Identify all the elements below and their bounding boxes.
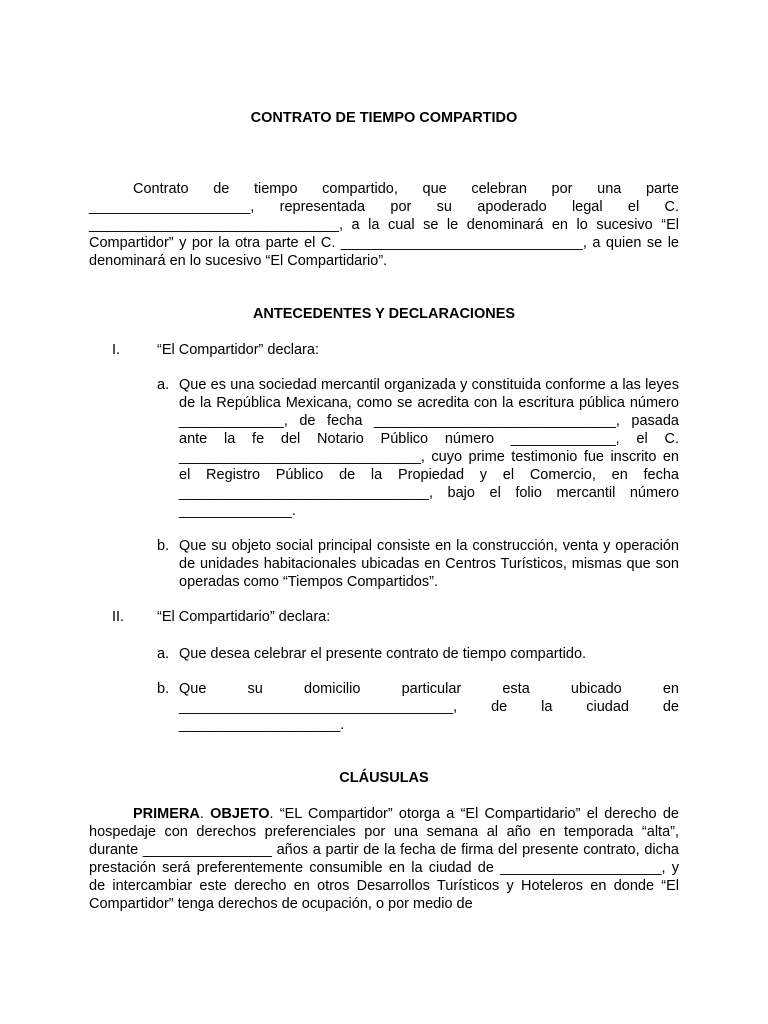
item-ii-b-letter: b.: [157, 681, 170, 697]
section-ii-heading: “El Compartidario” declara:: [157, 609, 331, 625]
intro-paragraph: Contrato de tiempo compartido, que celebran por una parte ____________________, representada por su apoderado legal el C. _______________________________, a la cual se le denominará en lo sucesivo “El Compartidor” y por la otra parte el C. ______________________________, a quien se le denominará en lo sucesivo “El Compartidario”.: [89, 181, 679, 269]
item-i-b-text: Que su objeto social principal consiste en la construcción, venta y operación de unidades habitacionales ubicadas en Centros Turísticos, mismas que son operadas como “Tiempos Compartidos”.: [179, 538, 679, 590]
item-ii-a-letter: a.: [157, 646, 170, 662]
antecedentes-heading: ANTECEDENTES Y DECLARACIONES: [252, 306, 516, 322]
section-i-heading: “El Compartidor” declara:: [157, 342, 319, 358]
document-title: CONTRATO DE TIEMPO COMPARTIDO: [250, 110, 518, 126]
clausula-primera-text: . “EL Compartidor” otorga a “El Compartidario” el derecho de hospedaje con derechos preferenciales por una semana al año en temporada “alta”, durante ________________ años a partir de la fecha de firma del presente contrato, dicha prestación será preferentemente consumible en la ciudad de ____________________, y de intercambiar este derecho en otros Desarrollos Turísticos y Hoteleros en donde “El Compartidor” tenga derechos de ocupación, o por medio de: [89, 806, 679, 912]
section-numeral-ii: II.: [112, 609, 125, 625]
item-i-a-letter: a.: [157, 377, 170, 393]
item-i-b-letter: b.: [157, 538, 170, 554]
clausula-primera-label: PRIMERA: [133, 806, 200, 822]
clausulas-heading: CLÁUSULAS: [339, 770, 429, 786]
item-i-a-text: Que es una sociedad mercantil organizada y constituida conforme a las leyes de la República Mexicana, como se acredita con la escritura pública número _____________, de fecha ______________________________, pasada ante la fe del Notario Público número _____________, el C. ______________________________, cuyo prime testimonio fue inscrito en el Registro Público de la Propiedad y el Comercio, en fecha _______________________________, bajo el folio mercantil número ______________.: [179, 377, 679, 519]
clausula-primera-paragraph: [89, 805, 679, 913]
clausula-primera-subtitle: OBJETO: [210, 806, 270, 822]
item-ii-b-text: Que su domicilio particular esta ubicado en __________________________________, de la ciudad de ____________________.: [179, 681, 679, 733]
item-ii-a-text: Que desea celebrar el presente contrato de tiempo compartido.: [179, 646, 587, 662]
clausula-primera-separator: .: [199, 806, 211, 822]
section-numeral-i: I.: [112, 342, 121, 358]
